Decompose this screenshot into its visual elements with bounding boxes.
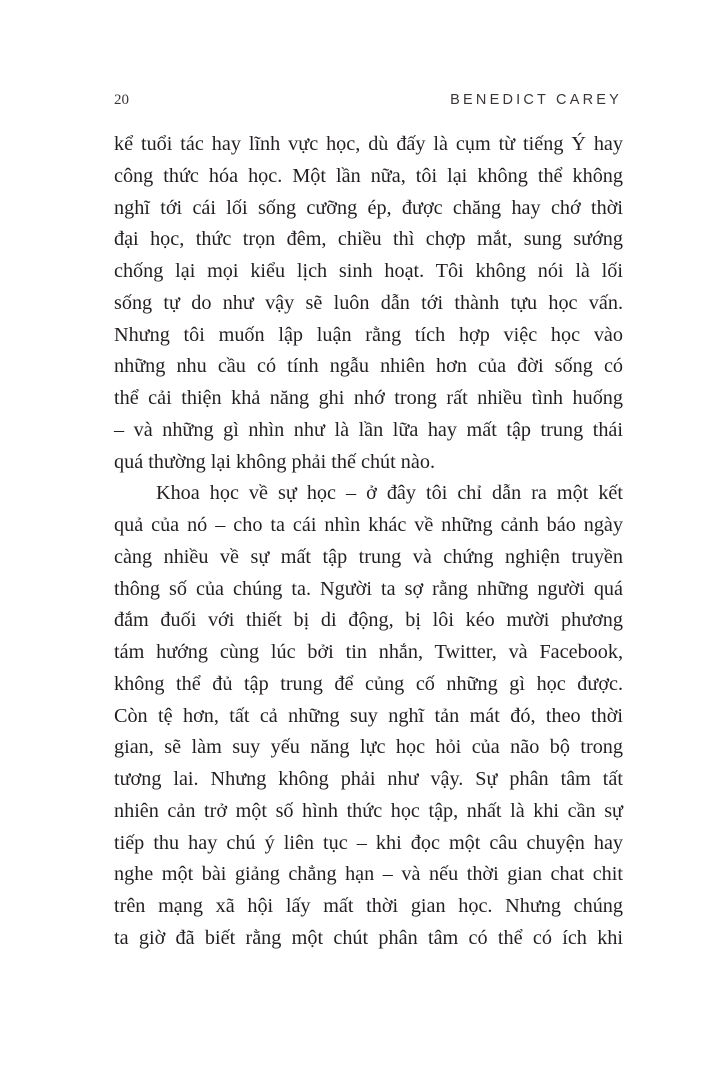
text-line: Nhưng tôi muốn lập luận rằng tích hợp việc học vào (114, 323, 623, 346)
text-line: – và những gì nhìn như là lần lữa hay mất tập trung thái (114, 418, 623, 441)
text-line: ta giờ đã biết rằng một chút phân tâm có thể có ích khi (114, 926, 623, 949)
text-line: thể cải thiện khả năng ghi nhớ trong rất nhiều tình huống (114, 387, 623, 409)
text-line: quả của nó – cho ta cái nhìn khác về những cảnh báo ngày (114, 514, 623, 536)
text-line: sống tự do như vậy sẽ luôn dẫn tới thành tựu học vấn. (114, 291, 623, 314)
text-line: tương lai. Nhưng không phải như vậy. Sự phân tâm tất (114, 768, 623, 790)
running-head (114, 92, 622, 112)
text-line: tiếp thu hay chú ý liên tục – khi đọc một câu chuyện hay (114, 831, 623, 854)
text-line: đắm đuối với thiết bị di động, bị lôi kéo mười phương (114, 609, 623, 632)
paragraph-2 (114, 478, 623, 954)
text-line: chống lại mọi kiểu lịch sinh hoạt. Tôi không nói là lối (114, 260, 623, 282)
text-line: càng nhiều về sự mất tập trung và chứng nghiện truyền (114, 545, 623, 568)
text-line: không thể đủ tập trung để củng cố những gì học được. (114, 672, 623, 695)
text-line: đại học, thức trọn đêm, chiều thì chợp mắt, sung sướng (114, 228, 623, 251)
text-line: quá thường lại không phải thế chút nào. (114, 450, 435, 473)
text-line: trên mạng xã hội lấy mất thời gian học. Nhưng chúng (114, 895, 623, 917)
text-line: thông số của chúng ta. Người ta sợ rằng những người quá (114, 577, 623, 600)
paragraph-1 (114, 129, 623, 478)
text-line: những nhu cầu có tính ngẫu nhiên hơn của đời sống có (114, 355, 623, 378)
text-line: tám hướng cùng lúc bởi tin nhắn, Twitter, và Facebook, (114, 641, 623, 663)
text-line: Còn tệ hơn, tất cả những suy nghĩ tản mát đó, theo thời (114, 704, 623, 727)
text-line: gian, sẽ làm suy yếu năng lực học hỏi của não bộ trong (114, 736, 623, 759)
text-line: công thức hóa học. Một lần nữa, tôi lại không thể không (114, 164, 623, 187)
text-line: nghĩ tới cái lối sống cưỡng ép, được chăng hay chớ thời (114, 196, 623, 219)
text-line: nhiên cản trở một số hình thức học tập, nhất là khi cần sự (114, 799, 623, 822)
running-head-author: BENEDICT CAREY (450, 92, 622, 108)
text-line: nghe một bài giảng chẳng hạn – và nếu thời gian chat chit (114, 863, 623, 886)
body-text (114, 129, 623, 955)
page-number: 20 (114, 92, 129, 108)
text-line: kể tuổi tác hay lĩnh vực học, dù đấy là cụm từ tiếng Ý hay (114, 133, 623, 155)
text-line: Khoa học về sự học – ở đây tôi chỉ dẫn ra một kết (156, 482, 623, 505)
